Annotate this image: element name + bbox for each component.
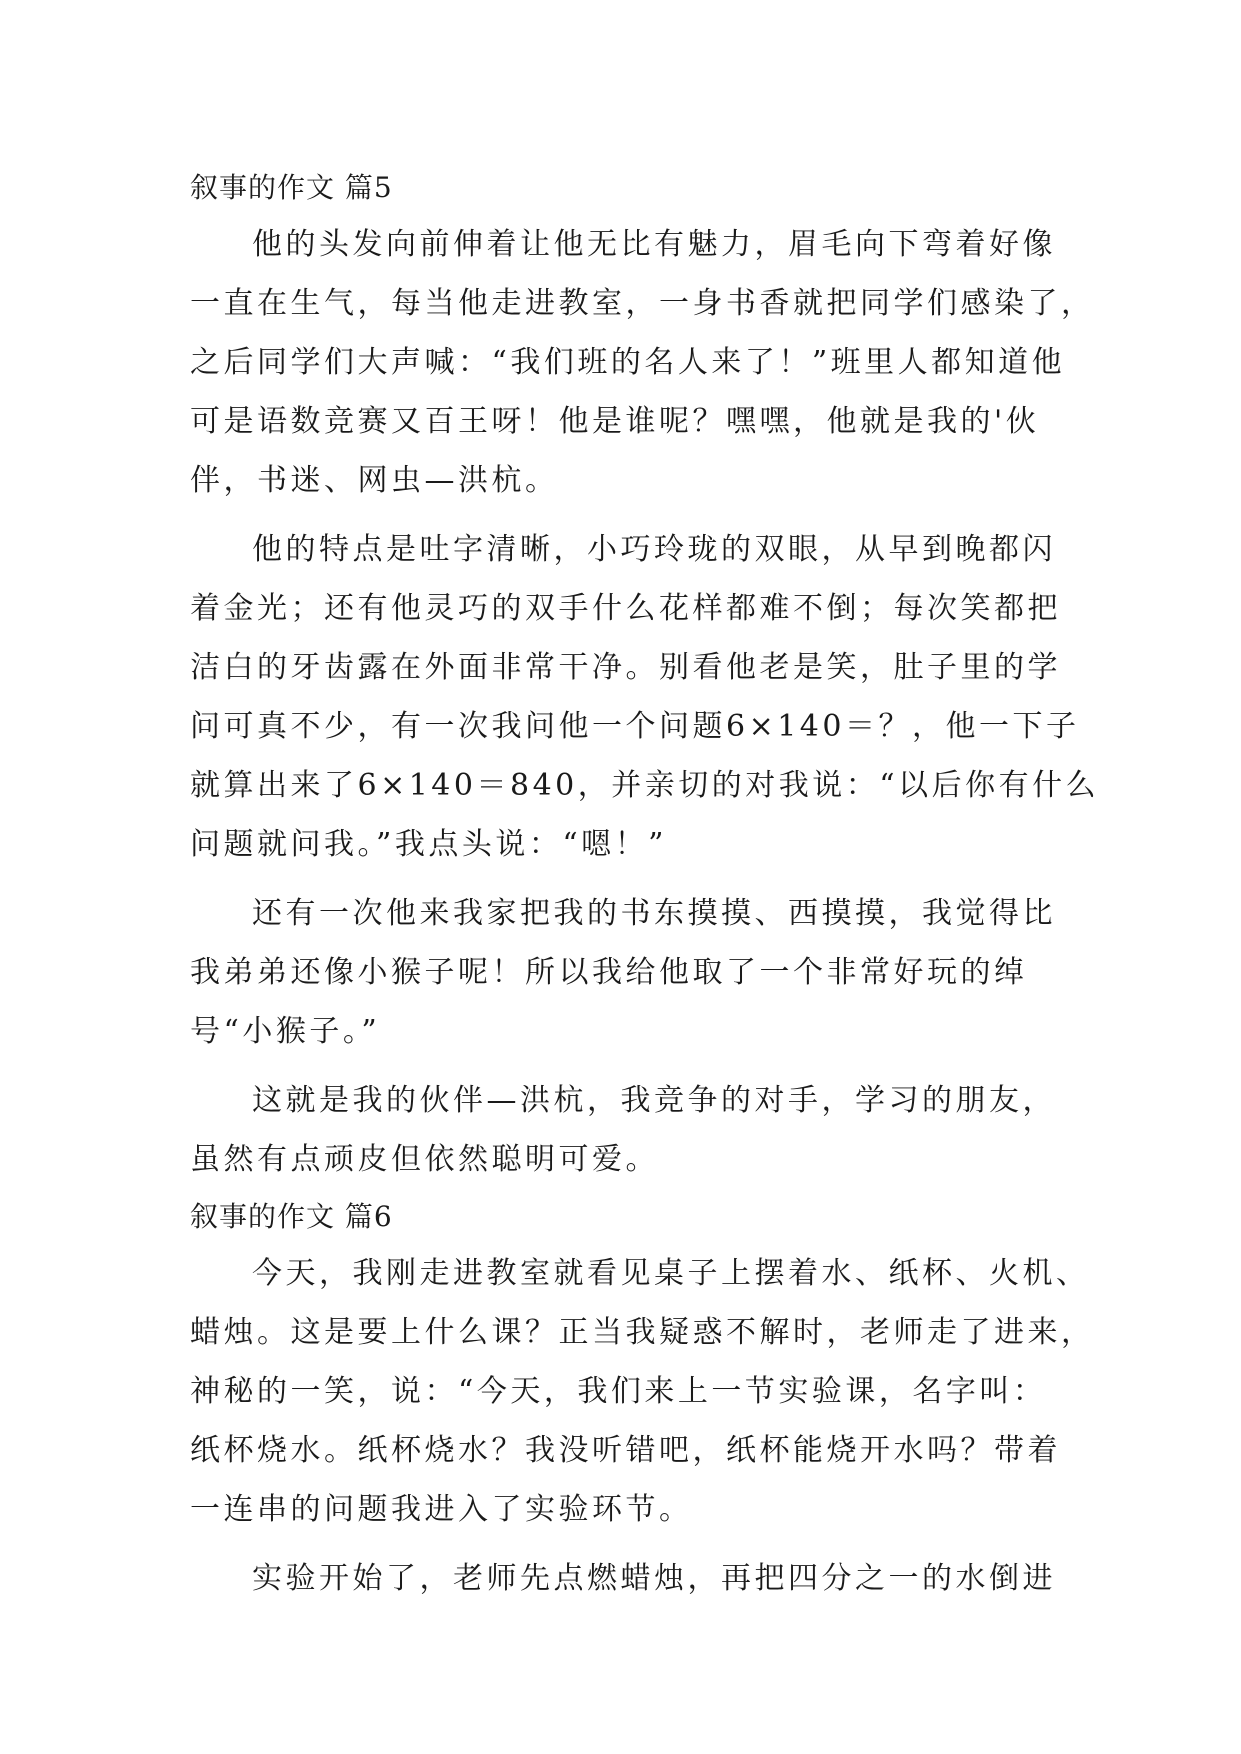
article-section <box>190 1189 1095 1608</box>
paragraph <box>190 1071 1060 1189</box>
paragraph <box>190 884 1060 1061</box>
text-line: 这就是我的伙伴—洪杭，我竞争的对手，学习的朋友， <box>252 1083 1056 1118</box>
text-line: 他的特点是吐字清晰，小巧玲珑的双眼，从早到晚都闪 <box>252 532 1056 567</box>
section-heading: 叙事的作文 篇6 <box>190 1200 393 1233</box>
text-line: 问题就问我。”我点头说：“嗯！” <box>190 827 668 862</box>
text-line: 蜡烛。这是要上什么课？正当我疑惑不解时，老师走了进来， <box>190 1315 1095 1350</box>
paragraph <box>190 1244 1095 1539</box>
text-line: 一连串的问题我进入了实验环节。 <box>190 1492 693 1527</box>
text-line: 之后同学们大声喊：“我们班的名人来了！”班里人都知道他 <box>190 345 1066 380</box>
text-line: 纸杯烧水。纸杯烧水？我没听错吧，纸杯能烧开水吗？带着 <box>190 1433 1061 1468</box>
article-section <box>190 160 1100 1189</box>
text-line: 问可真不少，有一次我问他一个问题6×140＝？，他一下子 <box>190 709 1080 744</box>
text-line: 我弟弟还像小猴子呢！所以我给他取了一个非常好玩的绰 <box>190 955 1028 990</box>
text-line: 今天，我刚走进教室就看见桌子上摆着水、纸杯、火机、 <box>252 1256 1090 1291</box>
text-line: 号“小猴子。” <box>190 1014 381 1049</box>
paragraph <box>190 215 1095 510</box>
text-line: 神秘的一笑，说：“今天，我们来上一节实验课，名字叫： <box>190 1374 1047 1409</box>
text-line: 伴，书迷、网虫—洪杭。 <box>190 463 559 498</box>
paragraph <box>190 520 1100 874</box>
text-line: 着金光；还有他灵巧的双手什么花样都难不倒；每次笑都把 <box>190 591 1061 626</box>
document-body <box>190 160 1100 1608</box>
text-line: 就算出来了6×140＝840，并亲切的对我说：“以后你有什么 <box>190 768 1100 803</box>
text-line: 实验开始了，老师先点燃蜡烛，再把四分之一的水倒进 <box>252 1561 1056 1596</box>
text-line: 洁白的牙齿露在外面非常干净。别看他老是笑，肚子里的学 <box>190 650 1061 685</box>
text-line: 还有一次他来我家把我的书东摸摸、西摸摸，我觉得比 <box>252 896 1056 931</box>
text-line: 可是语数竞赛又百王呀！他是谁呢？嘿嘿，他就是我的'伙 <box>190 404 1040 439</box>
text-line: 虽然有点顽皮但依然聪明可爱。 <box>190 1142 659 1177</box>
paragraph <box>190 1549 1060 1608</box>
section-heading: 叙事的作文 篇5 <box>190 171 393 204</box>
text-line: 他的头发向前伸着让他无比有魅力，眉毛向下弯着好像 <box>252 227 1056 262</box>
text-line: 一直在生气，每当他走进教室，一身书香就把同学们感染了， <box>190 286 1095 321</box>
